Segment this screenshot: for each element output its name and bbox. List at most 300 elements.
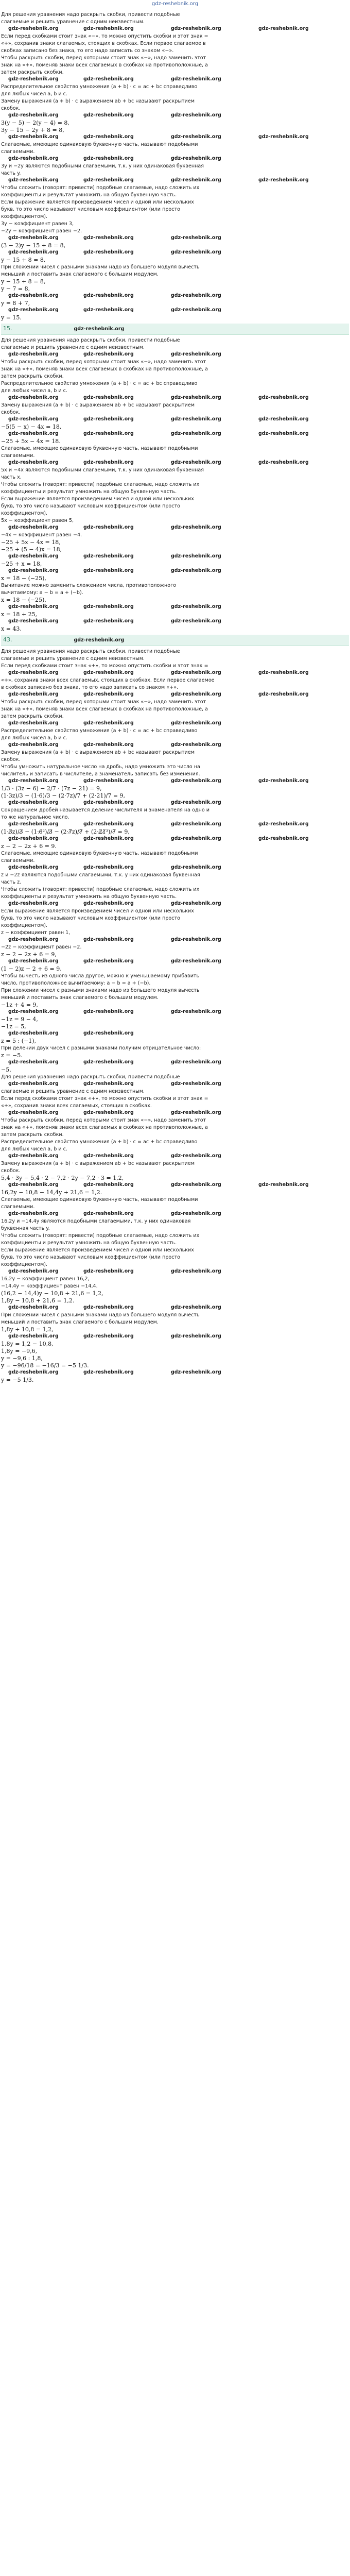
explanation-line: часть z. xyxy=(1,879,22,885)
watermark: gdz-reshebnik.org xyxy=(171,524,221,530)
watermark-row xyxy=(1,1369,349,1377)
explanation-line: слагаемыми. xyxy=(1,858,35,863)
explanation-line: z и −2z являются подобными слагаемыми, т.к. у них одинаковая буквенная xyxy=(1,872,200,878)
task-number-header xyxy=(1,635,349,646)
explanation-line: Вычитание можно заменить сложением числа, противоположного xyxy=(1,583,177,588)
explanation-line: слагаемыми. xyxy=(1,453,35,459)
watermark: gdz-reshebnik.org xyxy=(83,1009,134,1014)
watermark: gdz-reshebnik.org xyxy=(171,1110,221,1115)
explanation-line: коэффициенты и результат умножить на общую буквенную часть. xyxy=(1,894,177,900)
watermark: gdz-reshebnik.org xyxy=(8,670,59,675)
watermark: gdz-reshebnik.org xyxy=(171,1333,221,1339)
watermark: gdz-reshebnik.org xyxy=(8,156,59,161)
explanation-line: −4x − коэффициент равен −4. xyxy=(1,532,82,538)
equation-line: −25 + (5 − 4)x = 18, xyxy=(1,546,62,553)
watermark: gdz-reshebnik.org xyxy=(8,1333,59,1339)
explanation-line: Слагаемые, имеющие одинаковую буквенную часть, называют подобными xyxy=(1,1197,198,1202)
solution-section xyxy=(0,324,350,633)
watermark: gdz-reshebnik.org xyxy=(8,293,59,298)
watermark-row xyxy=(1,800,349,807)
watermark: gdz-reshebnik.org xyxy=(171,604,221,609)
watermark: gdz-reshebnik.org xyxy=(171,821,221,827)
explanation-line: При сложении чисел с разными знаками надо из большего модуля вычесть xyxy=(1,264,200,270)
equation-line: 1/3 · (3z − 6) − 2/7 · (7z − 21) = 9, xyxy=(1,785,102,792)
explanation-line: меньший и поставить знак слагаемого с большим модулем. xyxy=(1,995,159,1001)
watermark-row xyxy=(1,1153,349,1160)
task-number-header xyxy=(1,324,349,335)
watermark: gdz-reshebnik.org xyxy=(83,691,134,697)
equation-line: 5,4 · 3y − 5,4 · 2 − 7,2 · 2y − 7,2 · 3 = 1,2, xyxy=(1,1175,124,1181)
watermark: gdz-reshebnik.org xyxy=(8,1211,59,1216)
watermark: gdz-reshebnik.org xyxy=(83,800,134,805)
equation-line: 16,2y − 10,8 − 14,4y + 21,6 = 1,2. xyxy=(1,1189,102,1196)
watermark: gdz-reshebnik.org xyxy=(83,351,134,357)
explanation-line: буквенная часть y. xyxy=(1,1226,50,1231)
equation-line: y = 8 + 7, xyxy=(1,300,30,307)
watermark: gdz-reshebnik.org xyxy=(83,836,134,841)
equation-line: (16,2 − 14,4)y − 10,8 + 21,6 = 1,2, xyxy=(1,1290,103,1297)
watermark: gdz-reshebnik.org xyxy=(83,1030,134,1036)
explanation-line: то же натуральное число. xyxy=(1,815,69,820)
explanation-line: слагаемые и решить уравнение с одним неизвестным. xyxy=(1,656,145,662)
watermark: gdz-reshebnik.org xyxy=(8,1030,59,1036)
equation-line: −5(5 − x) − 4x = 18, xyxy=(1,423,62,430)
explanation-line: Слагаемые, имеющие одинаковую буквенную часть, называют подобными xyxy=(1,851,198,856)
watermark-row xyxy=(1,670,349,677)
watermark-row xyxy=(1,1009,349,1016)
watermark: gdz-reshebnik.org xyxy=(83,293,134,298)
watermark: gdz-reshebnik.org xyxy=(83,134,134,140)
watermark: gdz-reshebnik.org xyxy=(8,836,59,841)
explanation-line: Замену выражения (a + b) · c выражением ab + bc называют раскрытием xyxy=(1,750,195,755)
watermark-row xyxy=(1,958,349,965)
explanation-line: коэффициенты и результат умножить на общую буквенную часть. xyxy=(1,1240,177,1246)
watermark: gdz-reshebnik.org xyxy=(83,604,134,609)
watermark: gdz-reshebnik.org xyxy=(8,235,59,241)
watermark: gdz-reshebnik.org xyxy=(8,720,59,726)
explanation-line: коэффициенты и результат умножить на общую буквенную часть. xyxy=(1,489,177,495)
watermark: gdz-reshebnik.org xyxy=(171,1153,221,1159)
explanation-line: «+», сохранив знаки слагаемых, стоящих в скобках. Если первое слагаемое в xyxy=(1,41,206,46)
watermark: gdz-reshebnik.org xyxy=(83,1182,134,1188)
watermark: gdz-reshebnik.org xyxy=(83,524,134,530)
watermark: gdz-reshebnik.org xyxy=(8,307,59,313)
watermark: gdz-reshebnik.org xyxy=(83,1110,134,1115)
watermark: gdz-reshebnik.org xyxy=(171,1009,221,1014)
watermark: gdz-reshebnik.org xyxy=(8,604,59,609)
equation-line: y − 7 = 8, xyxy=(1,285,30,292)
watermark: gdz-reshebnik.org xyxy=(171,800,221,805)
watermark-row xyxy=(1,134,349,141)
watermark: gdz-reshebnik.org xyxy=(171,1268,221,1274)
watermark-row xyxy=(1,778,349,785)
watermark: gdz-reshebnik.org xyxy=(8,937,59,942)
explanation-line: часть y. xyxy=(1,171,21,176)
watermark-row xyxy=(1,742,349,749)
watermark: gdz-reshebnik.org xyxy=(83,112,134,118)
watermark: gdz-reshebnik.org xyxy=(83,1153,134,1159)
watermark: gdz-reshebnik.org xyxy=(171,836,221,841)
explanation-line: 16,2y − коэффициент равен 16,2, xyxy=(1,1276,90,1282)
watermark: gdz-reshebnik.org xyxy=(258,836,309,841)
watermark-row xyxy=(1,307,349,314)
watermark-row xyxy=(1,416,349,423)
watermark: gdz-reshebnik.org xyxy=(8,742,59,748)
watermark: gdz-reshebnik.org xyxy=(258,778,309,784)
watermark: gdz-reshebnik.org xyxy=(171,249,221,255)
watermark: gdz-reshebnik.org xyxy=(171,778,221,784)
watermark: gdz-reshebnik.org xyxy=(171,156,221,161)
watermark-row xyxy=(1,460,349,467)
watermark-row xyxy=(1,836,349,843)
explanation-line: Чтобы раскрыть скобки, перед которыми стоит знак «−», надо заменить этот xyxy=(1,55,206,61)
watermark: gdz-reshebnik.org xyxy=(171,1059,221,1065)
explanation-line: часть x. xyxy=(1,474,22,480)
watermark-row xyxy=(1,821,349,828)
explanation-line: Распределительное свойство умножения (a + b) · c = ac + bc справедливо xyxy=(1,1139,198,1145)
watermark: gdz-reshebnik.org xyxy=(171,568,221,573)
watermark: gdz-reshebnik.org xyxy=(83,235,134,241)
equation-line: y = −96/18 = −16/3 = −5 1/3. xyxy=(1,1362,89,1369)
explanation-line: При сложении чисел с разными знаками надо из большего модуля вычесть xyxy=(1,1312,200,1318)
watermark: gdz-reshebnik.org xyxy=(171,691,221,697)
watermark: gdz-reshebnik.org xyxy=(8,618,59,624)
equation-line: y = −9,6 : 1,8, xyxy=(1,1355,43,1362)
explanation-line: Если перед скобками стоит знак «+», то можно опустить скобки и этот знак = xyxy=(1,663,208,669)
watermark: gdz-reshebnik.org xyxy=(171,235,221,241)
watermark: gdz-reshebnik.org xyxy=(83,1304,134,1310)
watermark: gdz-reshebnik.org xyxy=(171,742,221,748)
watermark: gdz-reshebnik.org xyxy=(8,800,59,805)
explanation-line: Для решения уравнения надо раскрыть скобки, привести подобные xyxy=(1,337,180,343)
explanation-line: слагаемые и решить уравнение с одним неизвестным. xyxy=(1,345,145,350)
watermark: gdz-reshebnik.org xyxy=(83,821,134,827)
equation-line: 1,8y = −9,6, xyxy=(1,1348,38,1354)
equation-line: −1z + 4 = 9, xyxy=(1,1002,38,1008)
explanation-line: коэффициенты и результат умножить на общую буквенную часть. xyxy=(1,192,177,198)
watermark: gdz-reshebnik.org xyxy=(83,460,134,465)
equation-line: x = 18 − (−25), xyxy=(1,597,46,603)
equation-line: −1z = 9 − 4, xyxy=(1,1016,38,1023)
watermark: gdz-reshebnik.org xyxy=(8,249,59,255)
watermark: gdz-reshebnik.org xyxy=(258,1182,309,1188)
watermark: gdz-reshebnik.org xyxy=(171,76,221,82)
watermark: gdz-reshebnik.org xyxy=(8,395,59,400)
explanation-line: меньший и поставить знак слагаемого с большим модулем. xyxy=(1,1319,159,1325)
watermark: gdz-reshebnik.org xyxy=(83,1268,134,1274)
explanation-line: «+», сохранив знаки всех слагаемых, стоящих в скобках. xyxy=(1,1103,152,1109)
explanation-line: Чтобы сложить (говорят: привести) подобные слагаемые, надо сложить их xyxy=(1,482,200,487)
explanation-line: Чтобы раскрыть скобки, перед которыми стоит знак «−», надо заменить этот xyxy=(1,699,206,705)
watermark: gdz-reshebnik.org xyxy=(8,865,59,870)
watermark: gdz-reshebnik.org xyxy=(8,568,59,573)
watermark-row xyxy=(1,351,349,359)
explanation-line: меньший и поставить знак слагаемого с большим модулем. xyxy=(1,272,159,277)
watermark: gdz-reshebnik.org xyxy=(8,431,59,436)
watermark-row xyxy=(1,395,349,402)
explanation-line: букв, то это число называют числовым коэффициентом (или просто xyxy=(1,916,181,921)
equation-line: (1·3̸z)/3̸ − (1·6̸²)/3̸ − (2·7̸z)/7̸ + (2·2̸1̸³)/7̸ = 9, xyxy=(1,828,130,835)
explanation-line: знак на «+», поменяв знаки всех слагаемых в скобках на противоположные, а xyxy=(1,706,208,712)
watermark: gdz-reshebnik.org xyxy=(8,1009,59,1014)
explanation-line: Распределительное свойство умножения (a + b) · c = ac + bc справедливо xyxy=(1,728,198,734)
equation-line: −5. xyxy=(1,1066,11,1073)
explanation-line: Слагаемые, имеющие одинаковую буквенную часть, называют подобными xyxy=(1,446,198,451)
equation-line: 3y − 15 − 2y + 8 = 8, xyxy=(1,127,64,133)
watermark: gdz-reshebnik.org xyxy=(171,431,221,436)
explanation-line: знак на «+», поменяв знаки всех слагаемых в скобках на противоположные, а xyxy=(1,366,208,372)
explanation-line: Если перед скобками стоит знак «+», то можно опустить скобки и этот знак = xyxy=(1,1096,208,1101)
watermark: gdz-reshebnik.org xyxy=(171,1369,221,1375)
explanation-line: Для решения уравнения надо раскрыть скобки, привести подобные xyxy=(1,649,180,654)
watermark-row xyxy=(1,431,349,438)
watermark: gdz-reshebnik.org xyxy=(83,1369,134,1375)
watermark: gdz-reshebnik.org xyxy=(83,670,134,675)
watermark: gdz-reshebnik.org xyxy=(8,1081,59,1087)
explanation-line: При сложении чисел с разными знаками надо из большего модуля вычесть xyxy=(1,988,200,993)
watermark-row xyxy=(1,1081,349,1088)
watermark-row xyxy=(1,235,349,242)
equation-line: −25 + x = 18, xyxy=(1,561,42,567)
watermark: gdz-reshebnik.org xyxy=(8,416,59,422)
explanation-line: для любых чисел a, b и c. xyxy=(1,735,68,741)
watermark: gdz-reshebnik.org xyxy=(8,778,59,784)
watermark: gdz-reshebnik.org xyxy=(171,395,221,400)
watermark: gdz-reshebnik.org xyxy=(8,26,59,31)
watermark-row xyxy=(1,691,349,699)
watermark: gdz-reshebnik.org xyxy=(83,395,134,400)
watermark: gdz-reshebnik.org xyxy=(8,1182,59,1188)
explanation-line: скобок. xyxy=(1,106,21,111)
explanation-line: скобках записано без знака, то его надо записать со знаком «−». xyxy=(1,48,174,54)
watermark: gdz-reshebnik.org xyxy=(83,937,134,942)
watermark: gdz-reshebnik.org xyxy=(8,177,59,183)
watermark: gdz-reshebnik.org xyxy=(258,177,309,183)
watermark: gdz-reshebnik.org xyxy=(83,553,134,559)
explanation-line: в скобках записано без знака, то его надо записать со знаком «+». xyxy=(1,685,179,690)
watermark-row xyxy=(1,1304,349,1312)
explanation-line: Для решения уравнения надо раскрыть скобки, привести подобные xyxy=(1,1074,180,1080)
equation-line: (1·3z)/3 − (1·6)/3 − (2·7z)/7 + (2·21)/7 = 9, xyxy=(1,792,126,799)
watermark: gdz-reshebnik.org xyxy=(171,460,221,465)
task-number: 43. xyxy=(3,636,12,643)
watermark: gdz-reshebnik.org xyxy=(74,637,125,643)
watermark: gdz-reshebnik.org xyxy=(74,326,125,332)
explanation-line: Распределительное свойство умножения (a + b) · c = ac + bc справедливо xyxy=(1,381,198,386)
explanation-line: «+», сохранив знаки всех слагаемых, стоящих в скобках. Если первое слагаемое xyxy=(1,677,215,683)
watermark: gdz-reshebnik.org xyxy=(83,307,134,313)
watermark: gdz-reshebnik.org xyxy=(171,1182,221,1188)
equation-line: x = 43. xyxy=(1,625,22,632)
watermark: gdz-reshebnik.org xyxy=(258,821,309,827)
watermark-row xyxy=(1,901,349,908)
watermark: gdz-reshebnik.org xyxy=(171,26,221,31)
explanation-line: слагаемые и решить уравнение с одним неизвестным. xyxy=(1,1089,145,1094)
explanation-line: букв, то это число называют числовым коэффициентом (или просто xyxy=(1,503,181,509)
watermark-row xyxy=(1,937,349,944)
watermark-row xyxy=(1,1333,349,1341)
watermark-row xyxy=(1,1110,349,1117)
explanation-line: букв, то это число называют числовым коэффициентом (или просто xyxy=(1,207,181,212)
watermark: gdz-reshebnik.org xyxy=(83,1059,134,1065)
explanation-line: скобок. xyxy=(1,757,21,762)
explanation-line: Чтобы умножить натуральное число на дробь, надо умножить это число на xyxy=(1,764,200,770)
watermark: gdz-reshebnik.org xyxy=(171,1304,221,1310)
watermark-row xyxy=(1,1030,349,1038)
explanation-line: 3y и −2y являются подобными слагаемыми, т.к. у них одинаковая буквенная xyxy=(1,163,204,169)
watermark: gdz-reshebnik.org xyxy=(8,524,59,530)
explanation-line: скобок. xyxy=(1,410,21,415)
watermark: gdz-reshebnik.org xyxy=(171,670,221,675)
explanation-line: букв, то это число называют числовым коэффициентом (или просто xyxy=(1,1255,181,1260)
watermark: gdz-reshebnik.org xyxy=(8,1304,59,1310)
explanation-line: Замену выражения (a + b) · c выражением ab + bc называют раскрытием xyxy=(1,1161,195,1166)
watermark-row xyxy=(1,553,349,561)
watermark-row xyxy=(1,76,349,83)
explanation-line: Сокращением дробей называется деление числителя и знаменателя на одно и xyxy=(1,807,210,813)
solution-section xyxy=(0,635,350,1074)
explanation-line: знак на «+», поменяв знаки всех слагаемых в скобках на противоположные, а xyxy=(1,1125,208,1130)
watermark-row xyxy=(1,156,349,163)
watermark-row xyxy=(1,604,349,611)
equation-line: (3 − 2)y − 15 + 8 = 8, xyxy=(1,242,66,249)
watermark: gdz-reshebnik.org xyxy=(258,670,309,675)
watermark: gdz-reshebnik.org xyxy=(8,351,59,357)
watermark: gdz-reshebnik.org xyxy=(171,937,221,942)
explanation-line: затем раскрыть скобки. xyxy=(1,70,64,75)
watermark: gdz-reshebnik.org xyxy=(258,416,309,422)
watermark-row xyxy=(1,1059,349,1066)
watermark: gdz-reshebnik.org xyxy=(83,568,134,573)
explanation-line: для любых чисел a, b и c. xyxy=(1,388,68,394)
watermark: gdz-reshebnik.org xyxy=(8,958,59,964)
explanation-line: слагаемыми. xyxy=(1,1204,35,1210)
watermark: gdz-reshebnik.org xyxy=(171,307,221,313)
explanation-line: числитель и записать в числителе, а знаменатель записать без изменения. xyxy=(1,771,200,777)
watermark: gdz-reshebnik.org xyxy=(171,720,221,726)
watermark-row xyxy=(1,720,349,727)
equation-line: 1,8y + 10,8 = 1,2, xyxy=(1,1326,54,1333)
equation-line: z = 5 : (−1), xyxy=(1,1038,36,1044)
watermark: gdz-reshebnik.org xyxy=(83,958,134,964)
watermark-row xyxy=(1,1268,349,1276)
watermark: gdz-reshebnik.org xyxy=(83,778,134,784)
watermark: gdz-reshebnik.org xyxy=(171,293,221,298)
watermark: gdz-reshebnik.org xyxy=(171,1081,221,1087)
explanation-line: Чтобы вычесть из одного числа другое, можно к уменьшаемому прибавить xyxy=(1,973,200,979)
content xyxy=(0,11,350,1384)
explanation-line: Чтобы сложить (говорят: привести) подобные слагаемые, надо сложить их xyxy=(1,1233,200,1239)
explanation-line: затем раскрыть скобки. xyxy=(1,374,64,379)
explanation-line: Если перед скобками стоит знак «−», то можно опустить скобки и этот знак = xyxy=(1,33,208,39)
equation-line: 1,8y = 1,2 − 10,8, xyxy=(1,1341,54,1347)
watermark: gdz-reshebnik.org xyxy=(83,416,134,422)
watermark: gdz-reshebnik.org xyxy=(83,76,134,82)
watermark: gdz-reshebnik.org xyxy=(8,553,59,559)
watermark: gdz-reshebnik.org xyxy=(258,460,309,465)
explanation-line: для любых чисел a, b и c. xyxy=(1,1146,68,1152)
watermark: gdz-reshebnik.org xyxy=(258,134,309,140)
explanation-line: Если выражение является произведением чисел и одной или нескольких xyxy=(1,908,194,914)
explanation-line: коэффициентом). xyxy=(1,1262,47,1267)
watermark: gdz-reshebnik.org xyxy=(8,460,59,465)
explanation-line: коэффициентом). xyxy=(1,511,47,516)
explanation-line: 16,2y и −14,4y являются подобными слагаемыми, т.к. у них одинаковая xyxy=(1,1218,191,1224)
explanation-line: затем раскрыть скобки. xyxy=(1,1132,64,1138)
watermark: gdz-reshebnik.org xyxy=(171,958,221,964)
watermark: gdz-reshebnik.org xyxy=(8,134,59,140)
watermark-row xyxy=(1,1182,349,1189)
watermark: gdz-reshebnik.org xyxy=(171,177,221,183)
watermark: gdz-reshebnik.org xyxy=(83,742,134,748)
explanation-line: слагаемые и решить уравнение с одним неизвестным. xyxy=(1,19,145,25)
explanation-line: затем раскрыть скобки. xyxy=(1,714,64,719)
equation-line: x = 18 − (−25), xyxy=(1,575,46,582)
watermark: gdz-reshebnik.org xyxy=(83,618,134,624)
explanation-line: Чтобы сложить (говорят: привести) подобные слагаемые, надо сложить их xyxy=(1,887,200,892)
explanation-line: Замену выражения (a + b) · c выражением ab + bc называют раскрытием xyxy=(1,98,195,104)
watermark: gdz-reshebnik.org xyxy=(171,618,221,624)
watermark: gdz-reshebnik.org xyxy=(8,1153,59,1159)
watermark-row xyxy=(1,618,349,625)
equation-line: 3(y − 5) − 2(y − 4) = 8, xyxy=(1,120,69,126)
watermark: gdz-reshebnik.org xyxy=(171,134,221,140)
explanation-line: скобок. xyxy=(1,1168,21,1174)
watermark: gdz-reshebnik.org xyxy=(83,177,134,183)
solution-section xyxy=(0,1074,350,1384)
watermark: gdz-reshebnik.org xyxy=(8,1110,59,1115)
watermark: gdz-reshebnik.org xyxy=(258,26,309,31)
explanation-line: z − коэффициент равен 1, xyxy=(1,930,71,936)
watermark: gdz-reshebnik.org xyxy=(8,112,59,118)
watermark: gdz-reshebnik.org xyxy=(8,1059,59,1065)
explanation-line: 5x и −4x являются подобными слагаемыми, т.к. у них одинаковая буквенная xyxy=(1,467,204,473)
watermark: gdz-reshebnik.org xyxy=(258,691,309,697)
solution-section xyxy=(0,11,350,321)
watermark-row xyxy=(1,112,349,120)
explanation-line: для любых чисел a, b и c. xyxy=(1,91,68,97)
explanation-line: Чтобы сложить (говорят: привести) подобные слагаемые, надо сложить их xyxy=(1,185,200,191)
explanation-line: Для решения уравнения надо раскрыть скобки, привести подобные xyxy=(1,12,180,18)
explanation-line: 5x − коэффициент равен 5, xyxy=(1,518,74,523)
explanation-line: Замену выражения (a + b) · c выражением ab + bc называют раскрытием xyxy=(1,402,195,408)
watermark: gdz-reshebnik.org xyxy=(8,901,59,906)
explanation-line: Если выражение является произведением чисел и одной или нескольких xyxy=(1,199,194,205)
watermark-row xyxy=(1,177,349,184)
watermark-row xyxy=(1,26,349,33)
watermark: gdz-reshebnik.org xyxy=(83,1333,134,1339)
watermark: gdz-reshebnik.org xyxy=(83,249,134,255)
watermark-row xyxy=(1,865,349,872)
watermark: gdz-reshebnik.org xyxy=(8,1268,59,1274)
explanation-line: знак на «+», поменяв знаки всех слагаемых в скобках на противоположные, а xyxy=(1,62,208,68)
watermark: gdz-reshebnik.org xyxy=(8,1369,59,1375)
watermark-row xyxy=(1,524,349,532)
explanation-line: Если выражение является произведением чисел и одной или нескольких xyxy=(1,496,194,502)
explanation-line: Слагаемые, имеющие одинаковую буквенную часть, называют подобными xyxy=(1,142,198,147)
watermark: gdz-reshebnik.org xyxy=(83,1211,134,1216)
watermark: gdz-reshebnik.org xyxy=(258,431,309,436)
explanation-line: Чтобы раскрыть скобки, перед которыми стоит знак «−», надо заменить этот xyxy=(1,359,206,365)
watermark: gdz-reshebnik.org xyxy=(83,431,134,436)
watermark: gdz-reshebnik.org xyxy=(258,395,309,400)
explanation-line: Если выражение является произведением чисел и одной или нескольких xyxy=(1,1247,194,1253)
watermark: gdz-reshebnik.org xyxy=(171,416,221,422)
explanation-line: −2z − коэффициент равен −2. xyxy=(1,944,82,950)
equation-line: 1,8y − 10,8 + 21,6 = 1,2. xyxy=(1,1297,75,1304)
site-banner[interactable]: gdz-reshebnik.org xyxy=(151,1,199,7)
explanation-line: вычитаемому: a − b = a + (−b). xyxy=(1,590,83,596)
